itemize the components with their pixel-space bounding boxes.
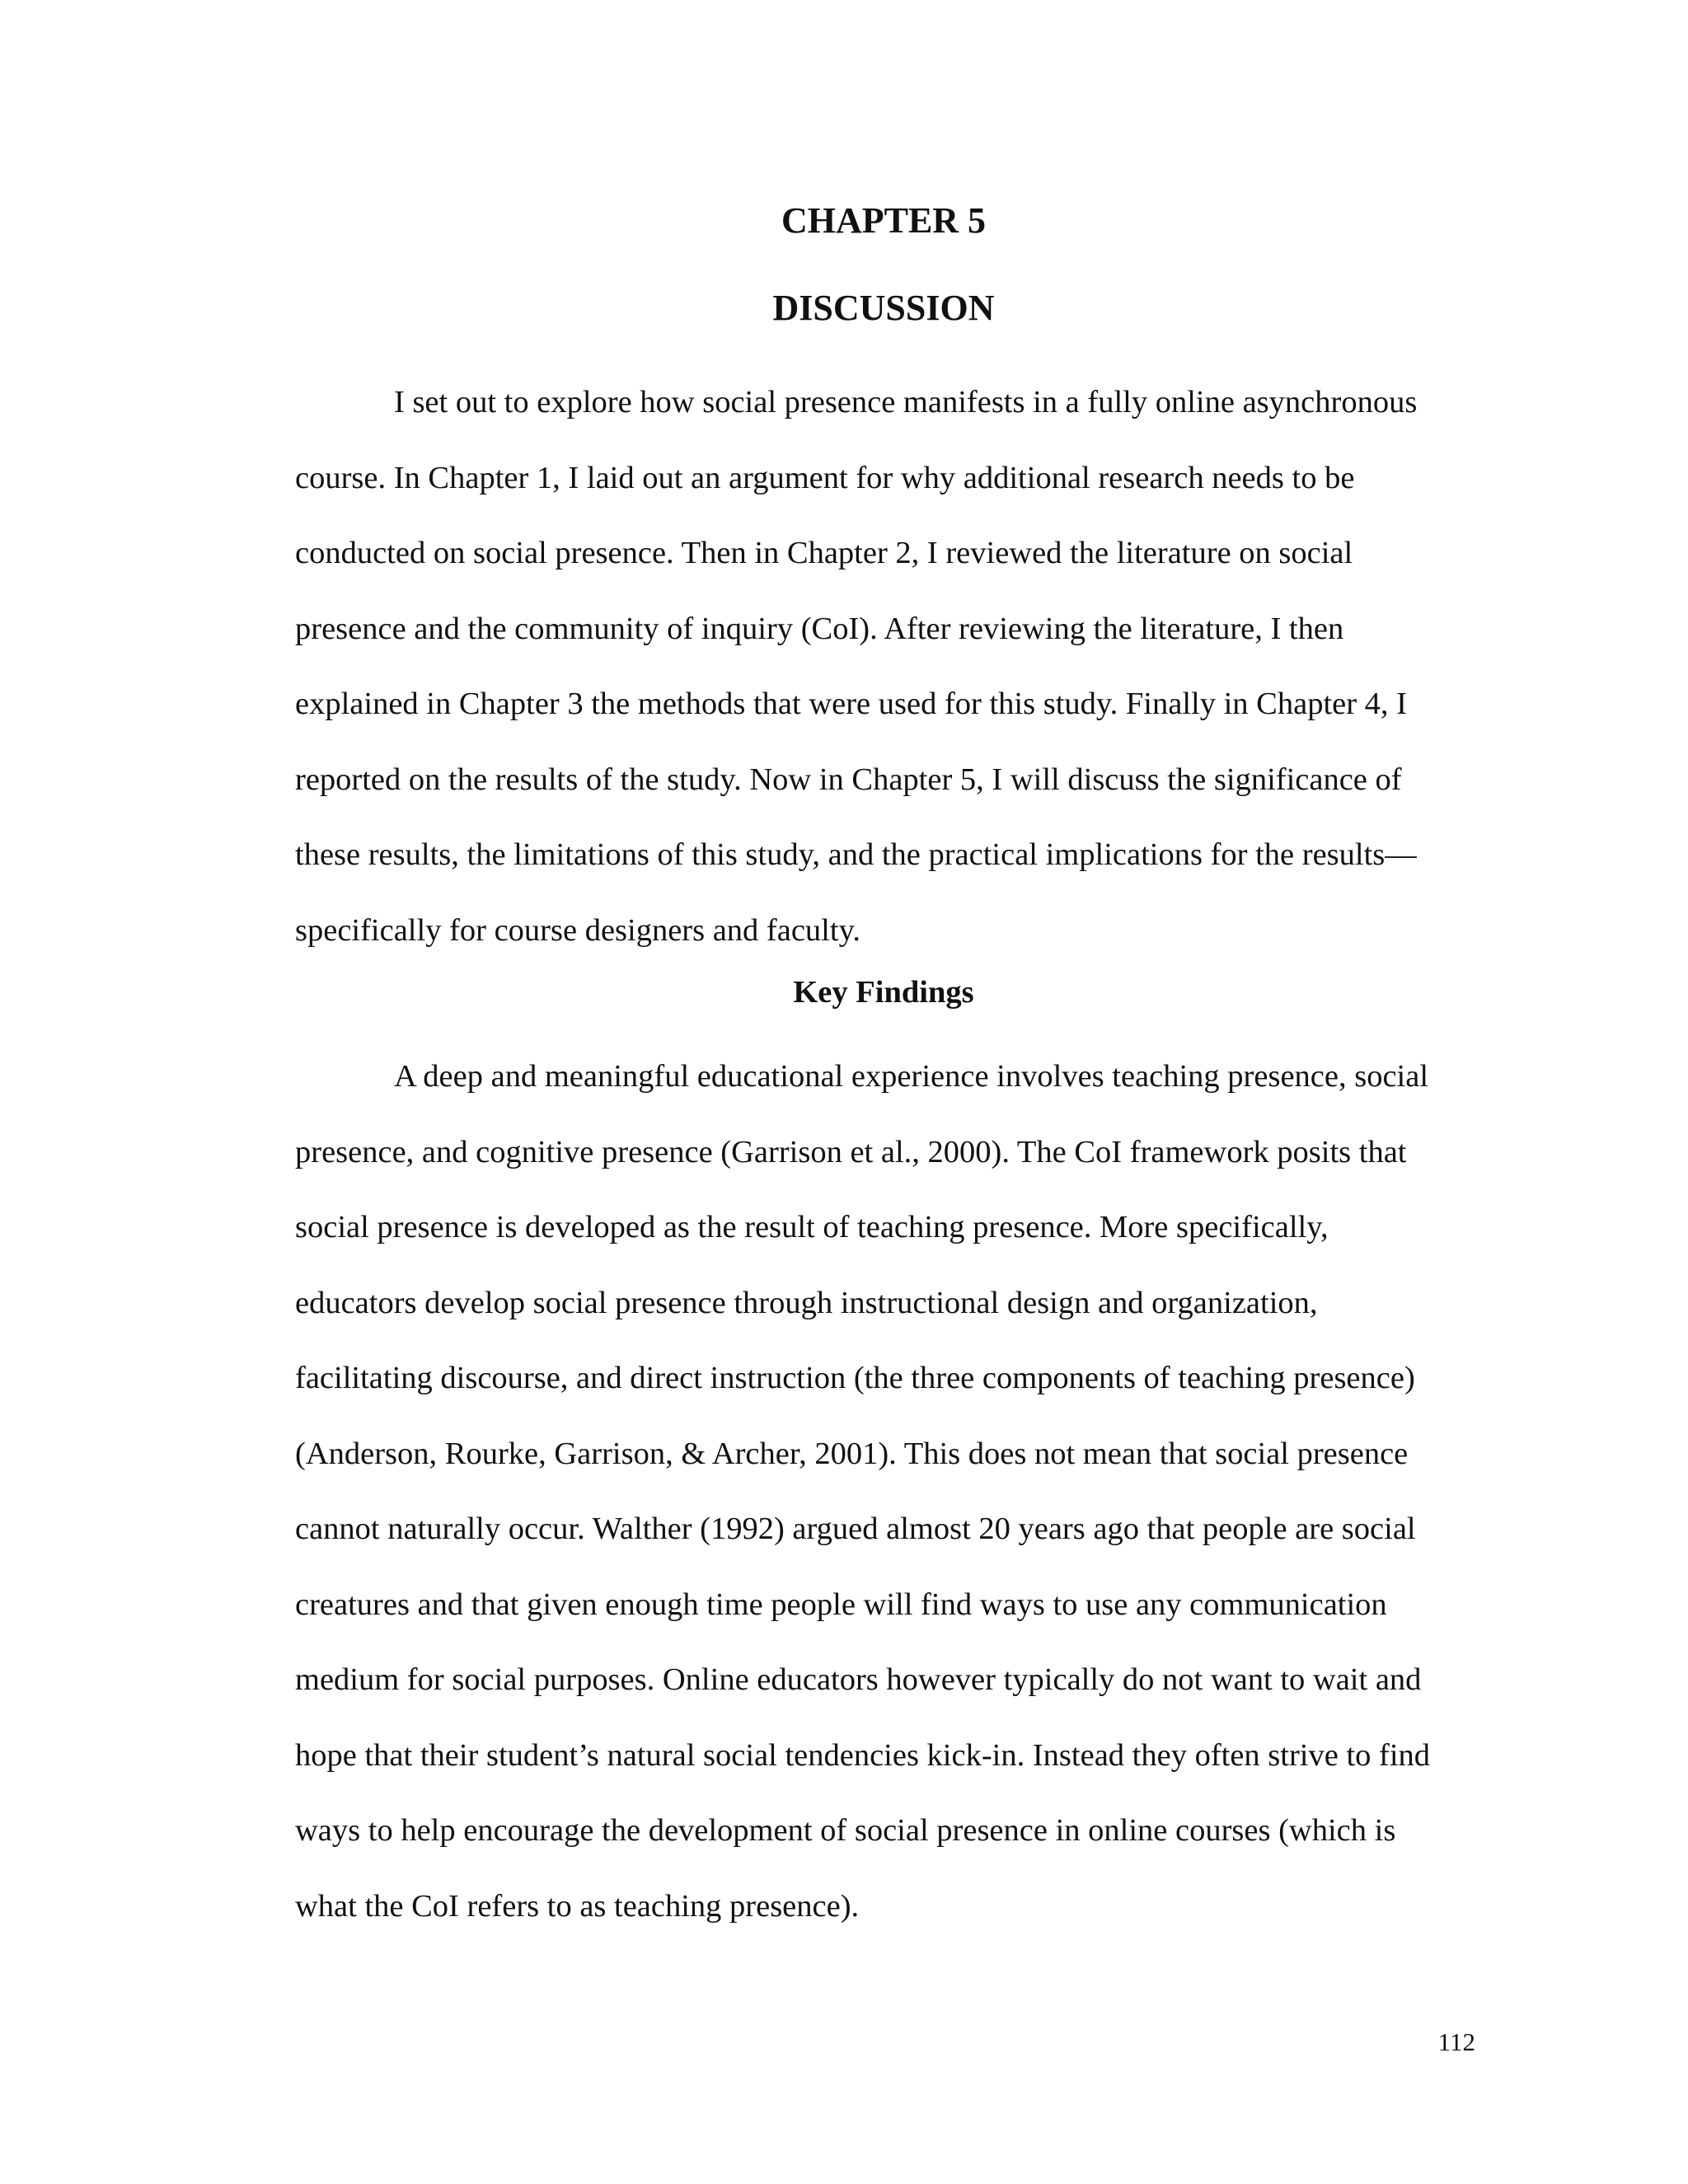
key-findings-paragraph — [295, 1039, 1482, 1944]
text-line: presence and the community of inquiry (CoI). After reviewing the literature, I then — [295, 611, 1344, 646]
text-line: cannot naturally occur. Walther (1992) argued almost 20 years ago that people are social — [295, 1511, 1416, 1546]
text-line: I set out to explore how social presence manifests in a fully online asynchronous — [394, 385, 1418, 419]
text-line: hope that their student’s natural social tendencies kick-in. Instead they often strive to find — [295, 1737, 1431, 1773]
text-line: social presence is developed as the result of teaching presence. More specifically, — [295, 1210, 1329, 1244]
intro-paragraph — [295, 365, 1482, 968]
text-line: conducted on social presence. Then in Chapter 2, I reviewed the literature on social — [295, 536, 1353, 570]
text-line: educators develop social presence through instructional design and organization, — [295, 1285, 1318, 1320]
section-heading-key-findings: Key Findings — [793, 975, 974, 1010]
text-line: these results, the limitations of this study, and the practical implications for the results— — [295, 837, 1417, 872]
text-line: explained in Chapter 3 the methods that were used for this study. Finally in Chapter 4, I — [295, 687, 1408, 721]
text-line: specifically for course designers and faculty. — [295, 912, 860, 948]
chapter-title-heading: DISCUSSION — [772, 288, 995, 328]
text-line: creatures and that given enough time people will find ways to use any communication — [295, 1586, 1387, 1622]
text-line: reported on the results of the study. Now in Chapter 5, I will discuss the significance of — [295, 762, 1402, 797]
page-number: 112 — [1437, 2027, 1475, 2056]
text-line: presence, and cognitive presence (Garrison et al., 2000). The CoI framework posits that — [295, 1134, 1407, 1169]
text-line: facilitating discourse, and direct instruction (the three components of teaching presence) — [295, 1361, 1415, 1395]
text-line: A deep and meaningful educational experience involves teaching presence, social — [394, 1059, 1429, 1094]
text-line: what the CoI refers to as teaching presence). — [295, 1888, 860, 1924]
text-line: (Anderson, Rourke, Garrison, & Archer, 2001). This does not mean that social presence — [295, 1436, 1409, 1471]
chapter-number-heading: CHAPTER 5 — [781, 200, 987, 241]
text-line: medium for social purposes. Online educators however typically do not want to wait and — [295, 1662, 1422, 1697]
text-line: course. In Chapter 1, I laid out an argument for why additional research needs to be — [295, 460, 1355, 495]
text-line: ways to help encourage the development of social presence in online courses (which is — [295, 1813, 1396, 1848]
